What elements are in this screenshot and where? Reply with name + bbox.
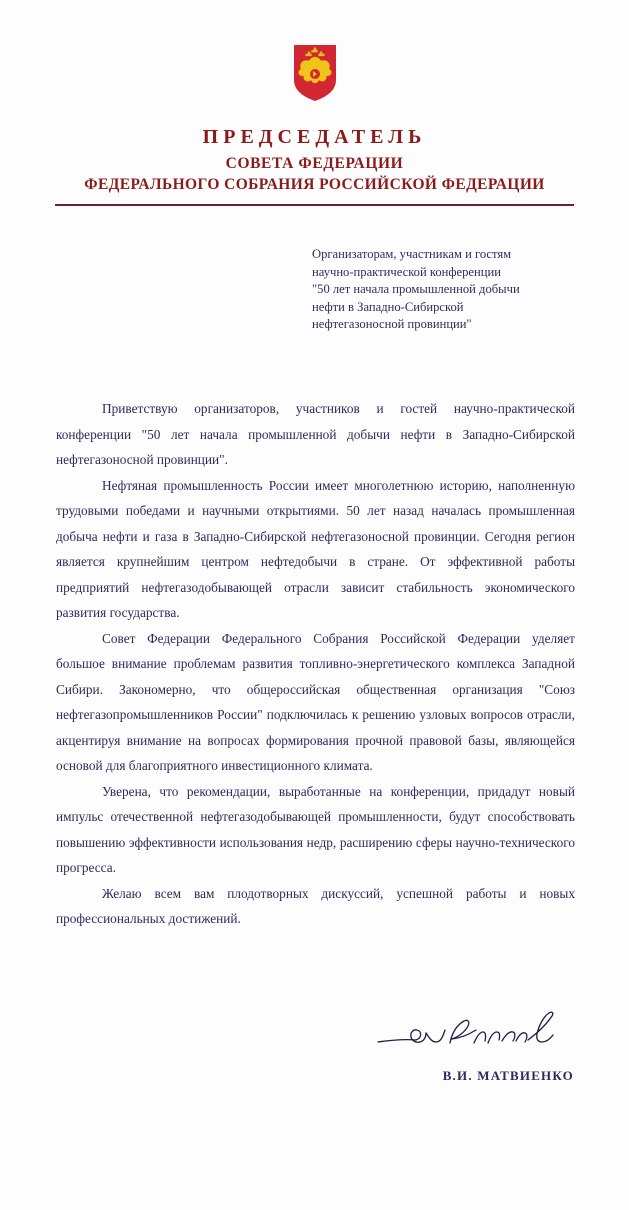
addressee-line: нефтегазоносной провинции" [312, 317, 472, 331]
emblem-container [0, 0, 629, 102]
body-paragraph: Приветствую организаторов, участников и гостей научно-практической конференции "50 лет начала промышленной добычи нефти в Западно-Сибирской нефтегазоносной провинции". [56, 401, 575, 467]
body-paragraph: Нефтяная промышленность России имеет многолетнюю историю, наполненную трудовыми победами и научными открытиями. 50 лет назад началась промышленная добыча нефти и газа в Западно-Сибирской нефтегазоносной провинции. Сегодня регион является крупнейшим центром нефтедобычи в стране. От эффективной работы предприятий нефтегазодобывающей отрасли зависит стабильность экономического развития государства. [56, 477, 575, 620]
signatory-name: В.И. МАТВИЕНКО [442, 1068, 574, 1083]
addressee-line: нефти в Западно-Сибирской [312, 299, 464, 314]
addressee-line: Организаторам, участникам и гостям [312, 247, 512, 261]
addressee-line: "50 лет начала промышленной добычи [312, 282, 520, 296]
letterhead-divider [55, 204, 574, 206]
letterhead-subtitle-1: СОВЕТА ФЕДЕРАЦИИ [225, 155, 404, 172]
letterhead-title: ПРЕДСЕДАТЕЛЬ [202, 126, 427, 148]
russian-coat-of-arms-icon [292, 44, 338, 102]
letterhead-subtitle-2: ФЕДЕРАЛЬНОГО СОБРАНИЯ РОССИЙСКОЙ ФЕДЕРАЦИИ [84, 176, 545, 193]
addressee-line: научно-практической конференции [312, 264, 501, 279]
letterhead [0, 126, 629, 206]
addressee-block [312, 246, 602, 334]
body-paragraph: Уверена, что рекомендации, выработанные на конференции, придадут новый импульс отечественной нефтегазодобывающей промышленности, будут способствовать повышению эффективности использования недр, расширению сферы научно-технического прогресса. [56, 783, 575, 875]
letter-body [56, 396, 575, 932]
signature-area [360, 1010, 580, 1084]
body-paragraph: Совет Федерации Федерального Собрания Российской Федерации уделяет большое внимание проблемам развития топливно-энергетического комплекса Западной Сибири. Закономерно, что общероссийская общественная организация "Союз нефтегазопромышленников России" подключилась к решению узловых вопросов отрасли, акцентируя внимание на вопросах формирования прочной правовой базы, являющейся основой для благоприятного инвестиционного климата. [56, 630, 575, 773]
handwritten-signature-icon [370, 1010, 570, 1056]
body-paragraph: Желаю всем вам плодотворных дискуссий, успешной работы и новых профессиональных достижений. [56, 885, 575, 926]
